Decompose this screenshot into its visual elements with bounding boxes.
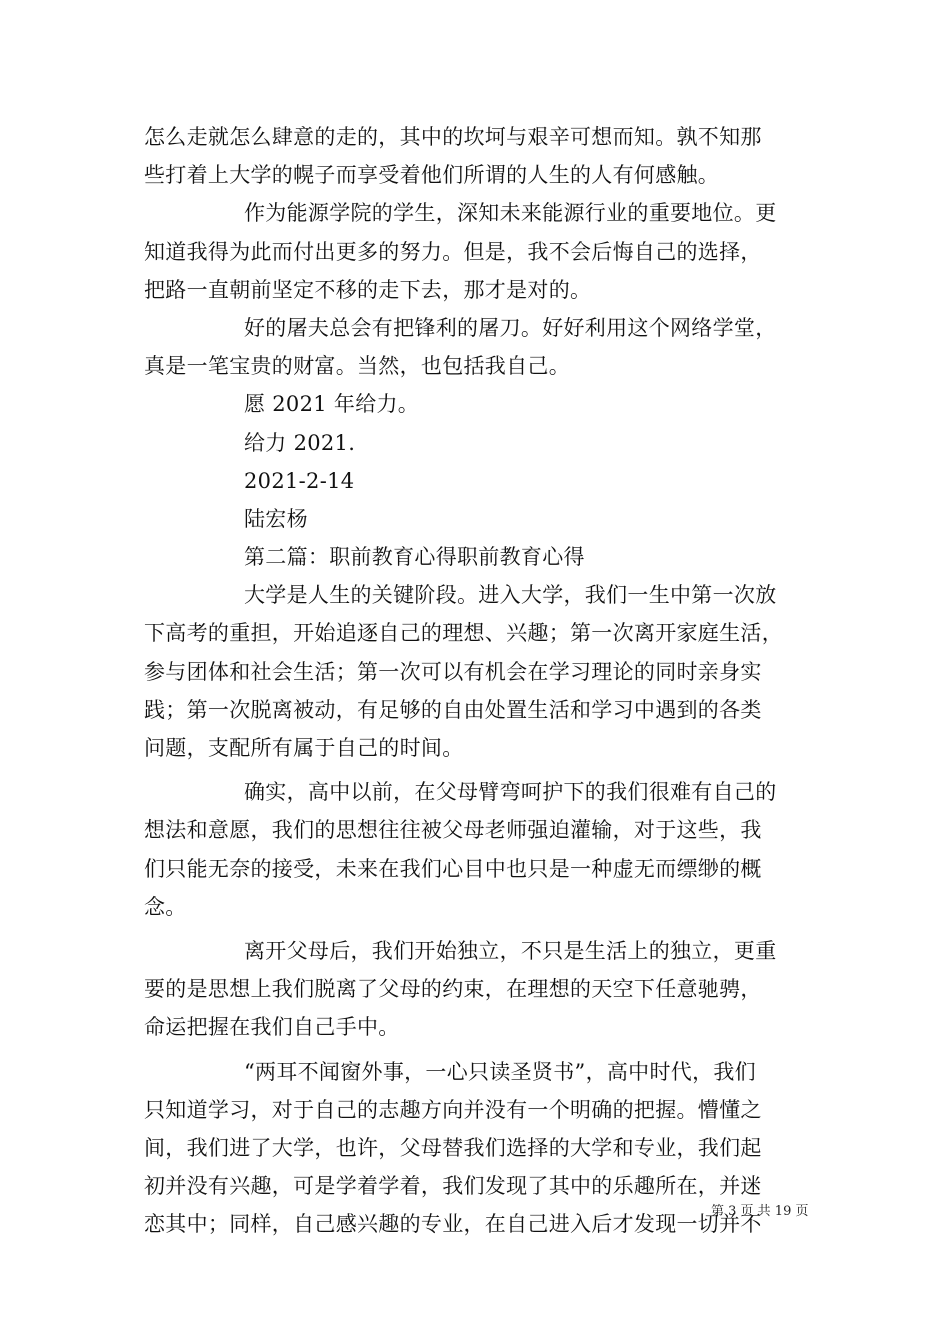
text-line: 间，我们进了大学，也许，父母替我们选择的大学和专业，我们起	[144, 1135, 762, 1160]
text-line: 些打着上大学的幌子而享受着他们所谓的人生的人有何感触。	[144, 163, 720, 188]
text-line: 恋其中；同样，自己感兴趣的专业，在自己进入后才发现一切并不	[144, 1212, 762, 1237]
text-line: 离开父母后，我们开始独立，不只是生活上的独立，更重	[244, 938, 777, 963]
text-line: 大学是人生的关键阶段。进入大学，我们一生中第一次放	[244, 583, 777, 608]
text-line: 参与团体和社会生活；第一次可以有机会在学习理论的同时亲身实	[144, 659, 762, 684]
text-line: 真是一笔宝贵的财富。当然，也包括我自己。	[144, 354, 570, 379]
text-line: 第二篇：职前教育心得职前教育心得	[244, 545, 585, 570]
text-line: 2021-2-14	[244, 468, 355, 493]
paragraph	[144, 194, 810, 309]
text-line: 问题，支配所有属于自己的时间。	[144, 736, 464, 760]
paragraph	[144, 576, 810, 767]
text-line: 下高考的重担，开始追逐自己的理想、兴趣；第一次离开家庭生活，	[144, 621, 783, 646]
text-line: 想法和意愿，我们的思想往往被父母老师强迫灌输，对于这些，我	[144, 818, 762, 843]
text-line: 陆宏杨	[244, 506, 308, 531]
text-line: 念。	[144, 894, 187, 919]
paragraph	[144, 500, 810, 538]
paragraph	[144, 118, 810, 194]
document-body	[144, 118, 810, 1243]
page-number-footer: 第 3 页 共 19 页	[711, 1204, 809, 1219]
text-line: 命运把握在我们自己手中。	[144, 1015, 400, 1040]
text-line: 作为能源学院的学生，深知未来能源行业的重要地位。更	[244, 201, 777, 226]
text-line: 要的是思想上我们脱离了父母的约束，在理想的天空下任意驰骋，	[144, 977, 762, 1002]
paragraph	[144, 462, 810, 500]
text-line: 愿 2021 年给力。	[244, 392, 420, 417]
text-line: “两耳不闻窗外事，一心只读圣贤书”，高中时代，我们	[244, 1059, 756, 1084]
paragraph	[144, 773, 810, 926]
paragraph	[144, 538, 810, 576]
paragraph	[144, 385, 810, 423]
text-line: 们只能无奈的接受，未来在我们心目中也只是一种虚无而缥缈的概	[144, 856, 762, 881]
paragraph	[144, 424, 810, 462]
text-line: 确实，高中以前，在父母臂弯呵护下的我们很难有自己的	[244, 780, 777, 805]
paragraph	[144, 932, 810, 1047]
text-line: 践；第一次脱离被动，有足够的自由处置生活和学习中遇到的各类	[144, 697, 762, 722]
text-line: 怎么走就怎么肆意的走的，其中的坎坷与艰辛可想而知。孰不知那	[144, 125, 762, 149]
text-line: 好的屠夫总会有把锋利的屠刀。好好利用这个网络学堂，	[244, 315, 777, 340]
text-line: 给力 2021.	[244, 430, 356, 455]
text-line: 把路一直朝前坚定不移的走下去，那才是对的。	[144, 277, 592, 302]
text-line: 知道我得为此而付出更多的努力。但是，我不会后悔自己的选择，	[144, 239, 762, 264]
text-line: 只知道学习，对于自己的志趣方向并没有一个明确的把握。懵懂之	[144, 1097, 762, 1122]
paragraph	[144, 309, 810, 385]
text-line: 初并没有兴趣，可是学着学着，我们发现了其中的乐趣所在，并迷	[144, 1174, 762, 1199]
